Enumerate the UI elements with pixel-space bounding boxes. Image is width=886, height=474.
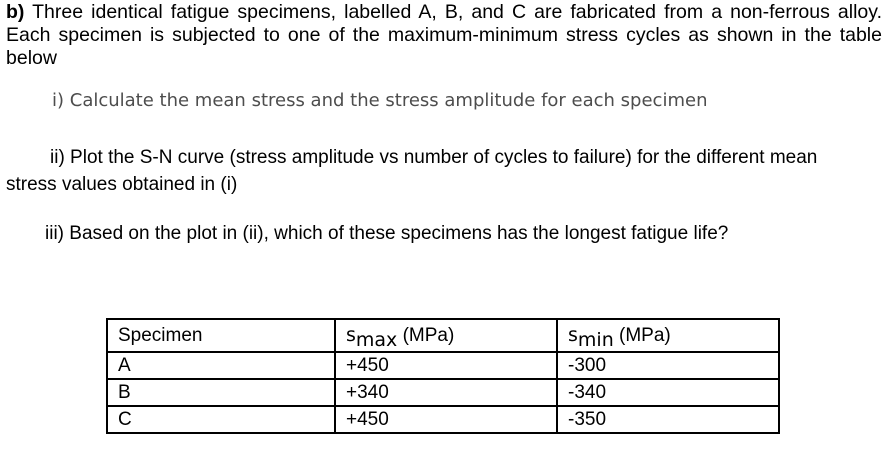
- smax-subscript: max: [355, 329, 398, 351]
- question-ii: ii) Plot the S-N curve (stress amplitude vs number of cycles to failure) for the different mean stress values obtained in (i): [6, 147, 818, 195]
- problem-intro-text: Three identical fatigue specimens, labelled A, B, and C are fabricated from a non-ferrous alloy. Each specimen is subjected to one of the maximum-minimum stress cycles as shown in the table below: [6, 1, 882, 69]
- question-i: i) Calculate the mean stress and the stress amplitude for each specimen: [52, 90, 708, 111]
- cell-smin: -340: [557, 379, 779, 406]
- cell-specimen: A: [107, 352, 335, 379]
- cell-specimen: C: [107, 406, 335, 433]
- problem-intro: [6, 1, 882, 70]
- problem-label: b): [6, 1, 25, 23]
- cell-smin: -300: [557, 352, 779, 379]
- header-smax: [335, 319, 557, 352]
- cell-specimen: B: [107, 379, 335, 406]
- smin-symbol: s: [568, 324, 578, 346]
- table-row: [107, 406, 779, 433]
- smin-subscript: min: [577, 329, 614, 351]
- header-smin: [557, 319, 779, 352]
- question-iii: iii) Based on the plot in (ii), which of these specimens has the longest fatigue life?: [45, 223, 729, 244]
- smin-unit: (MPa): [619, 325, 671, 346]
- header-specimen: Specimen: [107, 319, 335, 352]
- stress-cycle-table: [106, 318, 780, 434]
- table-row: [107, 379, 779, 406]
- cell-smin: -350: [557, 406, 779, 433]
- table-header-row: [107, 319, 779, 352]
- cell-smax: +450: [335, 352, 557, 379]
- smax-unit: (MPa): [402, 325, 455, 346]
- cell-smax: +340: [335, 379, 557, 406]
- smax-symbol: s: [346, 324, 356, 346]
- cell-smax: +450: [335, 406, 557, 433]
- table-row: [107, 352, 779, 379]
